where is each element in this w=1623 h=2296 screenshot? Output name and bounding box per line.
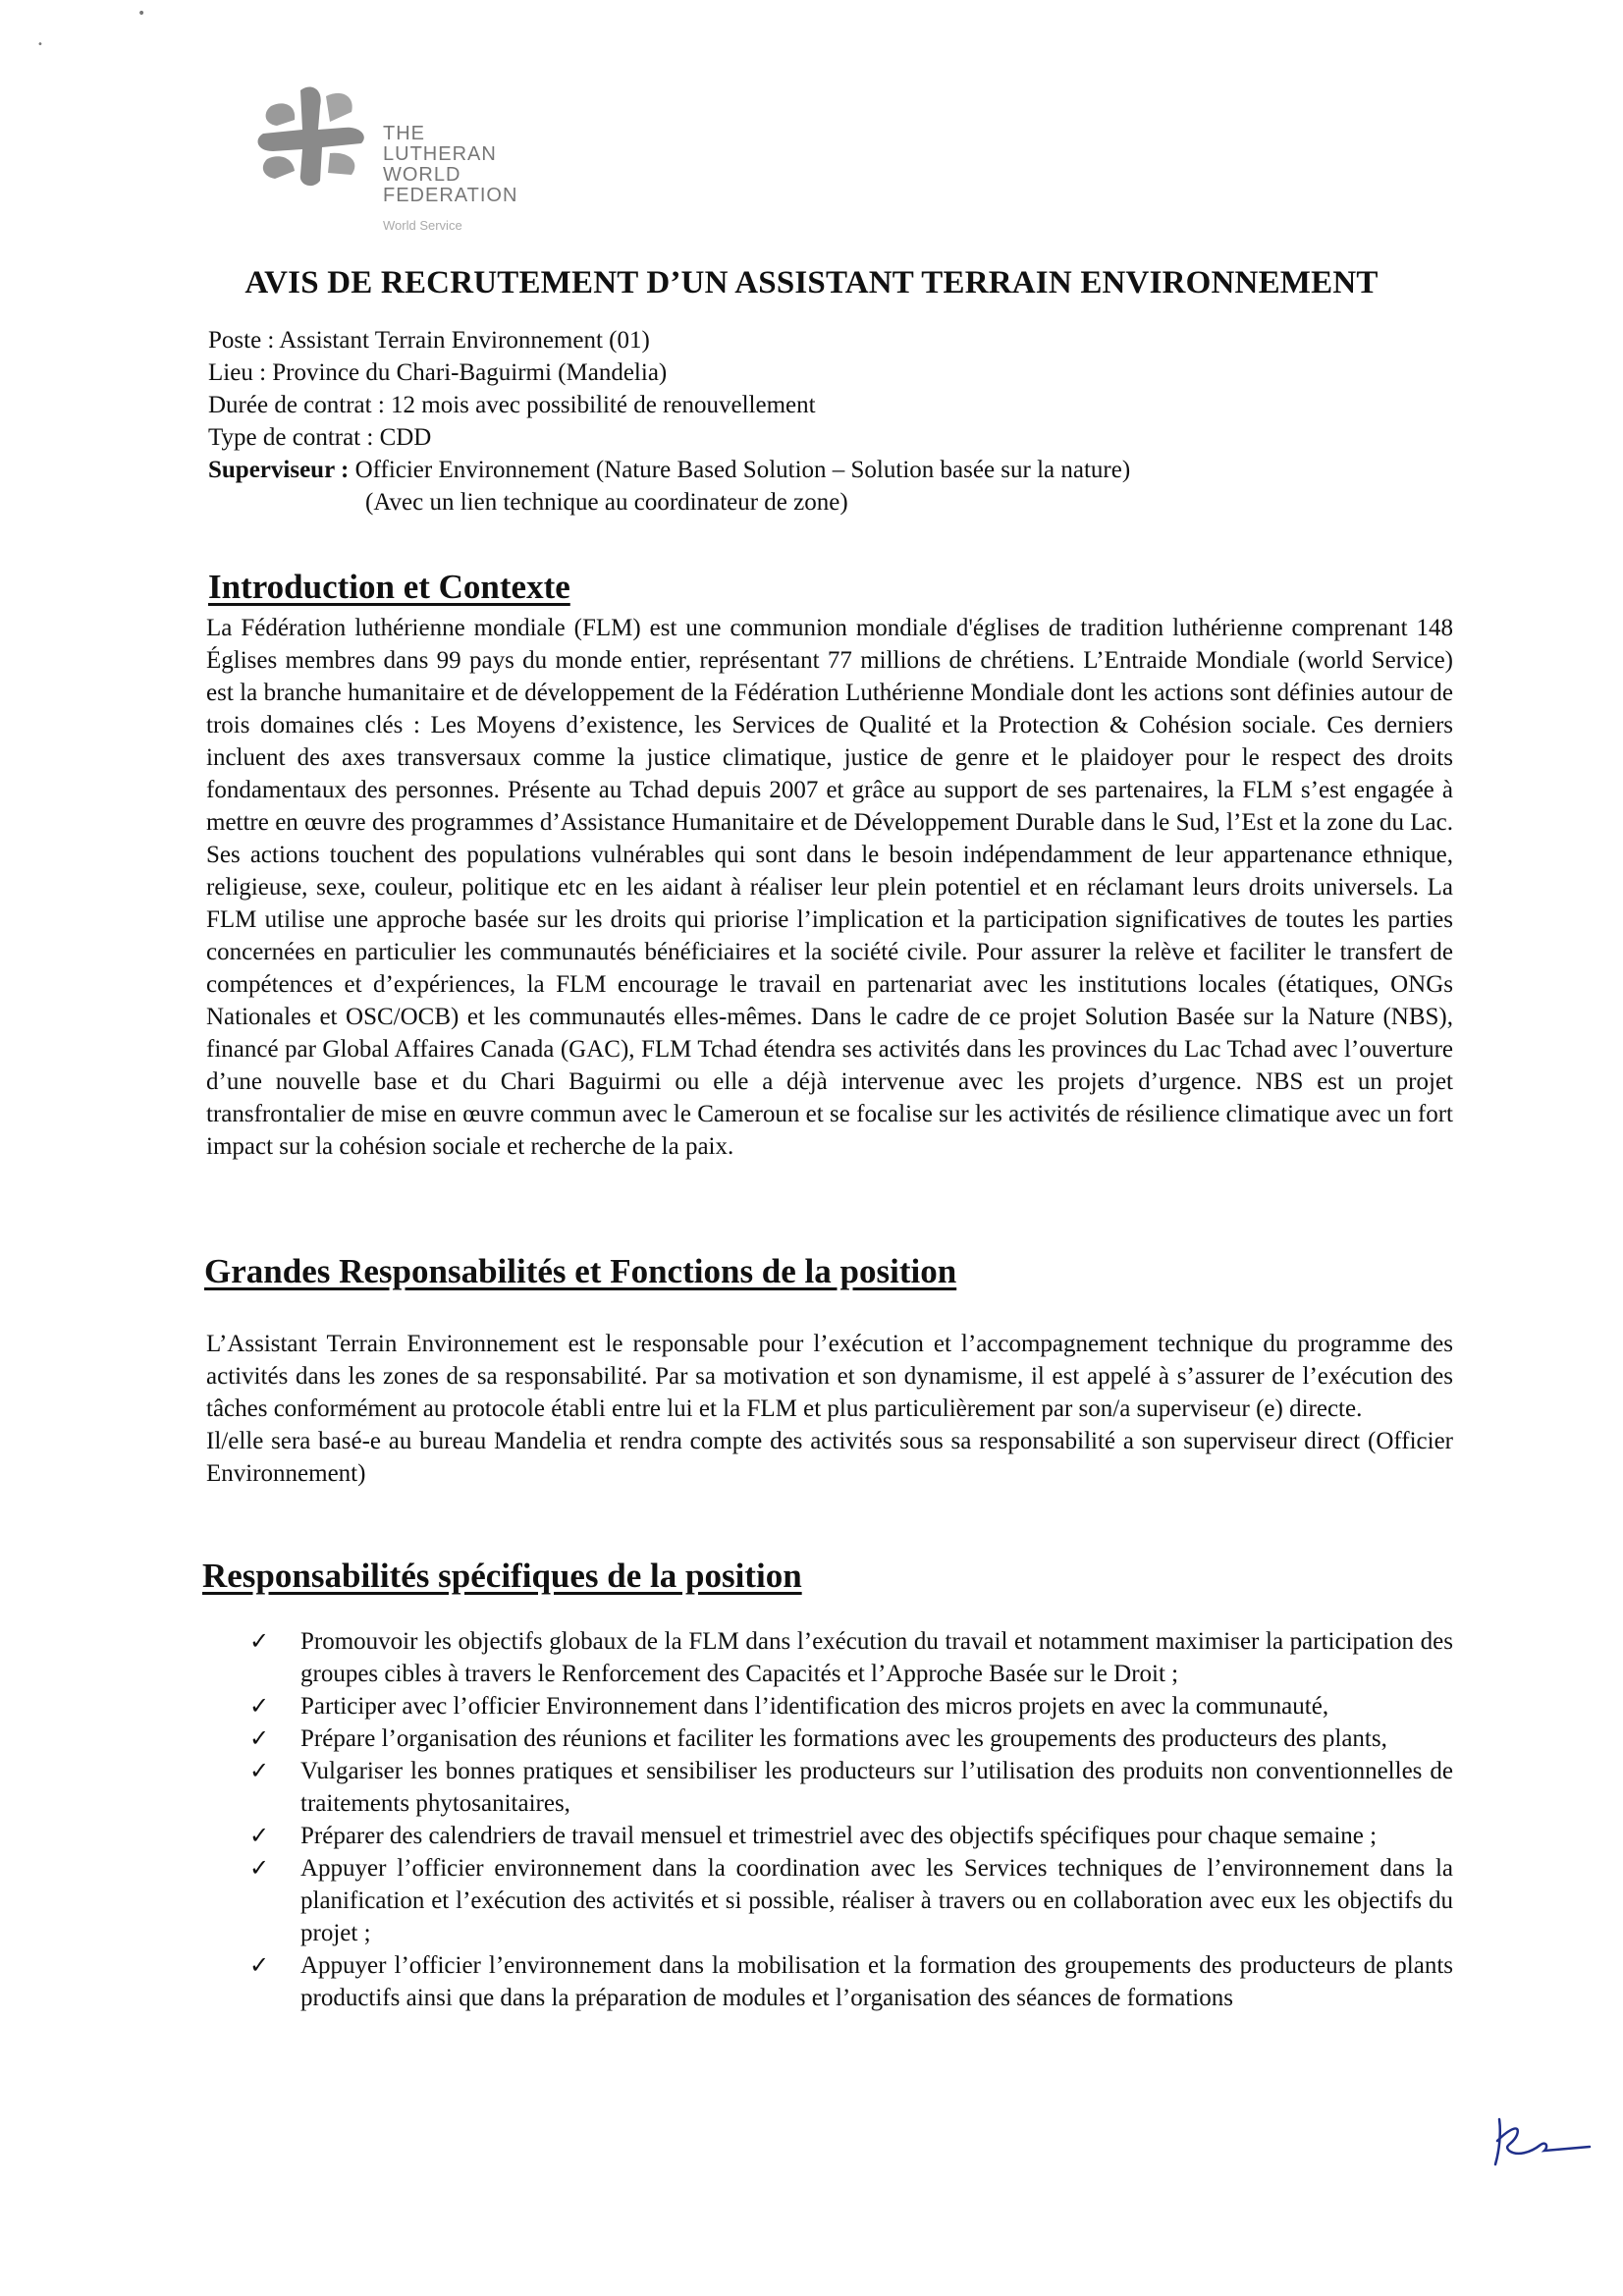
- list-item: ✓ Prépare l’organisation des réunions et faciliter les formations avec les groupements des producteurs des plants,: [206, 1722, 1453, 1755]
- check-icon: ✓: [249, 1724, 270, 1752]
- grandes-responsabilites-paragraph: L’Assistant Terrain Environnement est le responsable pour l’exécution et l’accompagnement technique du programme des activités dans les zones de sa responsabilité. Par sa motivation et son dynamisme, il est appelé à s’assurer de l’exécution des tâches conformément au protocole établi entre lui et la FLM et plus particulièrement par son/a superviseur (e) directe. Il/elle sera basé-e au bureau Mandelia et rendra compte des activités sous sa responsabilité a son superviseur direct (Officier Environnement): [206, 1331, 1453, 1487]
- list-item: ✓ Participer avec l’officier Environnement dans l’identification des micros projets en avec la communauté,: [206, 1690, 1453, 1722]
- check-icon: ✓: [249, 1692, 270, 1720]
- info-superviseur: [208, 454, 1130, 486]
- check-icon: ✓: [249, 1757, 270, 1784]
- info-duree: Durée de contrat : 12 mois avec possibilité de renouvellement: [208, 392, 816, 418]
- scan-mark: •: [137, 6, 146, 22]
- section-heading-grandes-responsabilites: Grandes Responsabilités et Fonctions de la position: [204, 1252, 957, 1290]
- list-item: ✓ Vulgariser les bonnes pratiques et sensibiliser les producteurs sur l’utilisation des produits non conventionnelles de traitements phytosanitaires,: [249, 1757, 1453, 1817]
- check-icon: ✓: [249, 1854, 270, 1882]
- job-info-block: [208, 324, 1130, 519]
- lwf-logo: [253, 82, 548, 249]
- info-lieu: Lieu : Province du Chari-Baguirmi (Mandelia): [208, 359, 668, 386]
- superviseur-value: Officier Environnement (Nature Based Solution – Solution basée sur la nature): [349, 457, 1131, 483]
- info-type: Type de contrat : CDD: [208, 424, 432, 451]
- responsabilites-list: [206, 1625, 1453, 2014]
- scan-mark: •: [37, 39, 43, 50]
- lwf-cross-hands-icon: [253, 82, 381, 191]
- list-item: ✓ Appuyer l’officier environnement dans la coordination avec les Services techniques de l’environnement dans la planification et l’exécution des activités et si possible, réaliser à travers ou en collaboration avec eux les objectifs du projet ;: [249, 1854, 1453, 1946]
- superviseur-label: Superviseur :: [208, 457, 350, 483]
- info-poste: Poste : Assistant Terrain Environnement (01): [208, 327, 650, 354]
- check-icon: ✓: [249, 1951, 270, 1979]
- list-item: ✓ Promouvoir les objectifs globaux de la FLM dans l’exécution du travail et notamment maximiser la participation des groupes cibles à travers le Renforcement des Capacités et l’Approche Basée sur le Droit ;: [249, 1627, 1453, 1687]
- section-heading-introduction: Introduction et Contexte: [208, 568, 570, 606]
- document-title: AVIS DE RECRUTEMENT D’UN ASSISTANT TERRAIN ENVIRONNEMENT: [244, 265, 1379, 301]
- introduction-paragraph: La Fédération luthérienne mondiale (FLM) est une communion mondiale d'églises de tradition luthérienne comprenant 148 Églises membres dans 99 pays du monde entier, représentant 77 millions de chrétiens. L’Entraide Mondiale (world Service) est la branche humanitaire et de développement de la Fédération Luthérienne Mondiale dont les actions sont définies autour de trois domaines clés : Les Moyens d’existence, les Services de Qualité et la Protection & Cohésion sociale. Ces derniers incluent des axes transversaux comme la justice climatique, justice de genre et le plaidoyer pour le respect des droits fondamentaux des personnes. Présente au Tchad depuis 2007 et grâce au support de ses partenaires, la FLM s’est engagée à mettre en œuvre des programmes d’Assistance Humanitaire et de Développement Durable dans le Sud, l’Est et la zone du Lac. Ses actions touchent des populations vulnérables qui sont dans le besoin indépendamment de leur appartenance ethnique, religieuse, sexe, couleur, politique etc en les aidant à réaliser leur plein potentiel et en réclamant leurs droits universels. La FLM utilise une approche basée sur les droits qui priorise l’implication et la participation significatives de toutes les parties concernées en particulier les communautés bénéficiaires et la société civile. Pour assurer la relève et faciliter le transfert de compétences et d’expériences, la FLM encourage le travail en partenariat avec les institutions locales (étatiques, ONGs Nationales et OSC/OCB) et les communautés elles-mêmes. Dans le cadre de ce projet Solution Basée sur la Nature (NBS), financé par Global Affaires Canada (GAC), FLM Tchad étendra ses activités dans les provinces du Lac Tchad avec l’ouverture d’une nouvelle base et du Chari Baguirmi ou elle a déjà intervenue avec les projets d’urgence. NBS est un projet transfrontalier de mise en œuvre commun avec le Cameroun et se focalise sur les activités de résilience climatique avec un fort impact sur la cohésion sociale et recherche de la paix.: [206, 615, 1453, 1160]
- list-item: ✓ Appuyer l’officier l’environnement dans la mobilisation et la formation des groupements des producteurs de plants productifs ainsi que dans la préparation de modules et l’organisation des séances de formations: [249, 1951, 1453, 2011]
- check-icon: ✓: [249, 1822, 270, 1849]
- lwf-logo-wordmark: THE LUTHERAN WORLD FEDERATION: [383, 123, 518, 206]
- check-icon: ✓: [249, 1627, 270, 1655]
- superviseur-note: (Avec un lien technique au coordinateur de zone): [365, 489, 848, 516]
- handwritten-initials-signature: [1488, 2111, 1596, 2170]
- section-heading-responsabilites-specifiques: Responsabilités spécifiques de la position: [202, 1557, 802, 1595]
- lwf-logo-subtitle: World Service: [383, 218, 462, 233]
- list-item: ✓ Préparer des calendriers de travail mensuel et trimestriel avec des objectifs spécifiques pour chaque semaine ;: [206, 1820, 1453, 1852]
